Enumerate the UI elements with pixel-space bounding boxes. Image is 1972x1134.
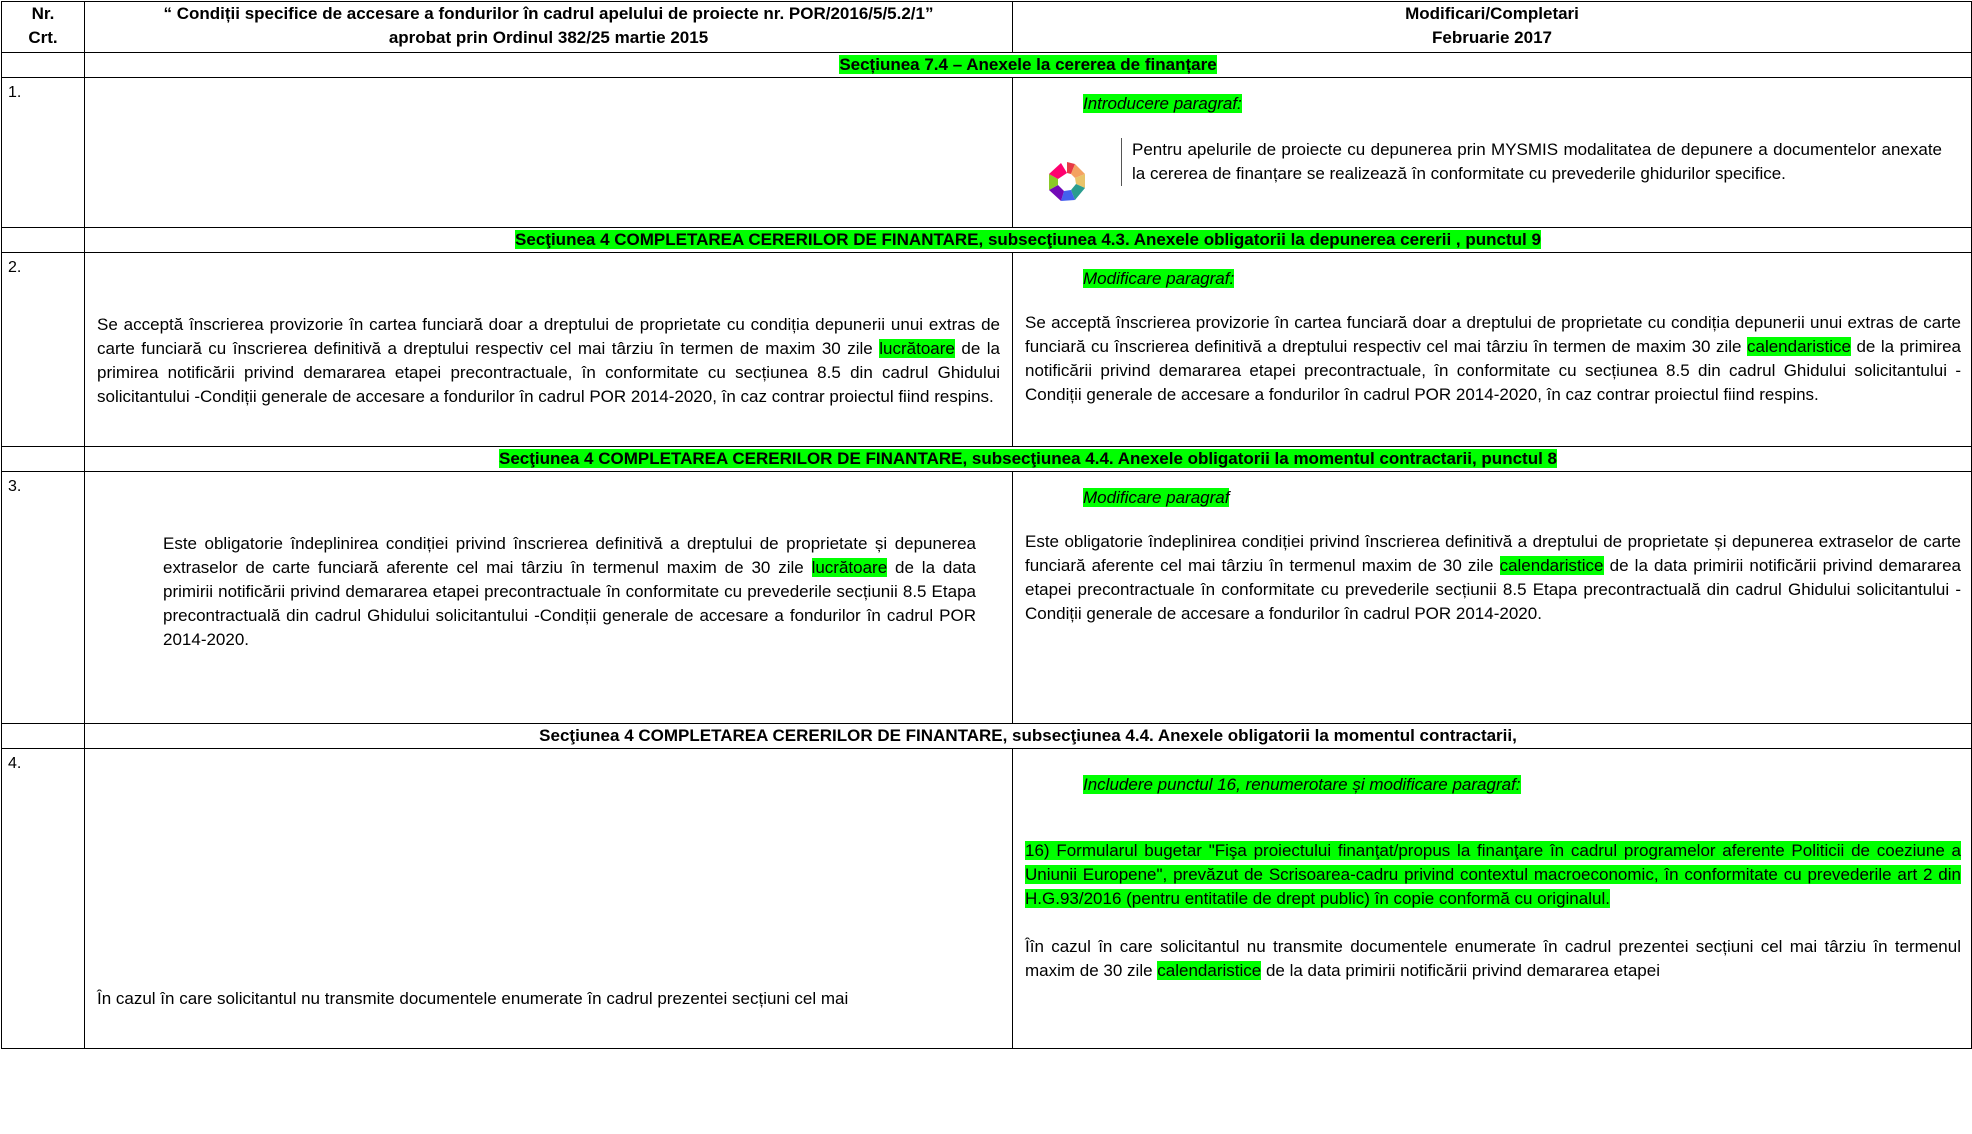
modified-paragraph: Este obligatorie îndeplinirea condiției privind înscrierea definitivă a dreptului de proprietate și depunerea extraselor de carte funciară aferente cel mai târziu în termenul maxim de 30 zile calendaristice de la data primirii notificării privind demararea etapei precontractuale în conformitate cu prevederile secțiunii 8.5 Etapa precontractuală din cadrul Ghidului solicitantului -Condiții generale de accesare a fondurilor în cadrul POR 2014-2020. bbox=[1025, 532, 1961, 623]
table-row bbox=[2, 472, 1972, 724]
original-paragraph: Este obligatorie îndeplinirea condiției privind înscrierea definitivă a dreptului de proprietate și depunerea extraselor de carte funciară aferente cel mai târziu în termenul maxim de 30 zile lucrătoare de la data primirii notificării privind demararea etapei precontractuale în conformitate cu prevederile secțiunii 8.5 Etapa precontractuală din cadrul Ghidului solicitantului -Condiții generale de accesare a fondurilor în cadrul POR 2014-2020. bbox=[163, 534, 976, 649]
row-original-cell bbox=[85, 749, 1013, 1049]
comparison-table bbox=[1, 1, 1972, 1049]
highlighted-term: lucrătoare bbox=[811, 558, 888, 577]
highlighted-term: calendaristice bbox=[1499, 556, 1604, 575]
table-header-row bbox=[2, 2, 1972, 53]
section-row bbox=[2, 228, 1972, 253]
row-original-cell bbox=[85, 253, 1013, 447]
original-paragraph: În cazul în care solicitantul nu transmite documentele enumerate în cadrul prezentei secțiuni cel mai bbox=[97, 989, 849, 1008]
highlighted-term: calendaristice bbox=[1747, 337, 1851, 356]
table-row bbox=[2, 253, 1972, 447]
section-title-7-4: Secțiunea 7.4 – Anexele la cererea de finanțare bbox=[839, 55, 1217, 74]
row-modification-cell bbox=[1013, 253, 1972, 447]
highlighted-term: calendaristice bbox=[1157, 961, 1262, 980]
header-modifications: Modificari/Completari Februarie 2017 bbox=[1013, 2, 1972, 53]
row-modification-cell bbox=[1013, 78, 1972, 228]
new-item-16: 16) Formularul bugetar "Fişa proiectului finanţat/propus la finanţare în cadrul programelor aferente Politicii de coeziune a Uniunii Europene", prevăzut de Scrisoarea-cadru privind contextul macroeconomic, în conformitate cu prevederile art 2 din H.G.93/2016 (pentru entitatile de drept public) în copie conformă cu originalul. bbox=[1025, 841, 1961, 908]
row-original-cell bbox=[85, 78, 1013, 228]
row-number: 3. bbox=[2, 472, 85, 724]
row-number: 2. bbox=[2, 253, 85, 447]
table-row bbox=[2, 749, 1972, 1049]
row-modification-cell bbox=[1013, 472, 1972, 724]
modified-paragraph: Îîn cazul în care solicitantul nu transmite documentele enumerate în cadrul prezentei secțiuni cel mai târziu în termenul maxim de 30 zile calendaristice de la data primirii notificării privind demararea etapei bbox=[1025, 937, 1961, 980]
section-row bbox=[2, 724, 1972, 749]
table-row bbox=[2, 78, 1972, 228]
highlighted-term: lucrătoare bbox=[879, 339, 955, 358]
modified-paragraph: Se acceptă înscrierea provizorie în cartea funciară doar a dreptului de proprietate cu condiția depunerii unui extras de carte funciară cu înscrierea definitivă a dreptului respectiv cel mai târziu în termen de maxim 30 zile calendaristice de la primirea notificării privind demararea etapei precontractuale, în conformitate cu secțiunea 8.5 din cadrul Ghidului solicitantului -Condiții generale de accesare a fondurilor în cadrul POR 2014-2020, în caz contrar proiectul fiind respins. bbox=[1025, 313, 1961, 404]
original-paragraph: Se acceptă înscrierea provizorie în cartea funciară doar a dreptului de proprietate cu condiția depunerii unui extras de carte funciară cu înscrierea definitivă a dreptului respectiv cel mai târziu în termen de maxim 30 zile lucrătoare de la primirea notificării privind demararea etapei precontractuale, în conformitate cu secțiunea 8.5 din cadrul Ghidului solicitantului -Condiții generale de accesare a fondurilor în cadrul POR 2014-2020, în caz contrar proiectul fiind respins. bbox=[97, 315, 1001, 406]
row-modification-cell bbox=[1013, 749, 1972, 1049]
change-label: Modificare paragraf: bbox=[1083, 269, 1235, 288]
section-title-4-3: Secţiunea 4 COMPLETAREA CERERILOR DE FINANTARE, subsecţiunea 4.3. Anexele obligatorii la depunerea cererii , punctul 9 bbox=[515, 230, 1541, 249]
row-number: 4. bbox=[2, 749, 85, 1049]
row-number: 1. bbox=[2, 78, 85, 228]
section-title-4-4: Secţiunea 4 COMPLETAREA CERERILOR DE FINANTARE, subsecţiunea 4.4. Anexele obligatorii la momentul contractarii, bbox=[539, 726, 1517, 745]
color-wheel-icon bbox=[1043, 158, 1091, 206]
section-row bbox=[2, 53, 1972, 78]
section-row bbox=[2, 447, 1972, 472]
row-original-cell bbox=[85, 472, 1013, 724]
change-label: Modificare paragraf bbox=[1083, 488, 1230, 507]
header-nr-crt: Nr. Crt. bbox=[2, 2, 85, 53]
section-title-4-4-pt8: Secţiunea 4 COMPLETAREA CERERILOR DE FINANTARE, subsecţiunea 4.4. Anexele obligatorii la momentul contractarii, punctul 8 bbox=[499, 449, 1557, 468]
change-label: Introducere paragraf: bbox=[1083, 94, 1242, 113]
change-label: Includere punctul 16, renumerotare și modificare paragraf: bbox=[1083, 775, 1521, 794]
header-original-conditions: “ Condiții specifice de accesare a fondurilor în cadrul apelului de proiecte nr. POR/2016/5/5.2/1” aprobat prin Ordinul 382/25 martie 2015 bbox=[85, 2, 1013, 53]
note-text: Pentru apelurile de proiecte cu depunerea prin MYSMIS modalitatea de depunere a documentelor anexate la cererea de finanțare se realizează în conformitate cu prevederile ghidurilor specifice. bbox=[1121, 138, 1942, 186]
